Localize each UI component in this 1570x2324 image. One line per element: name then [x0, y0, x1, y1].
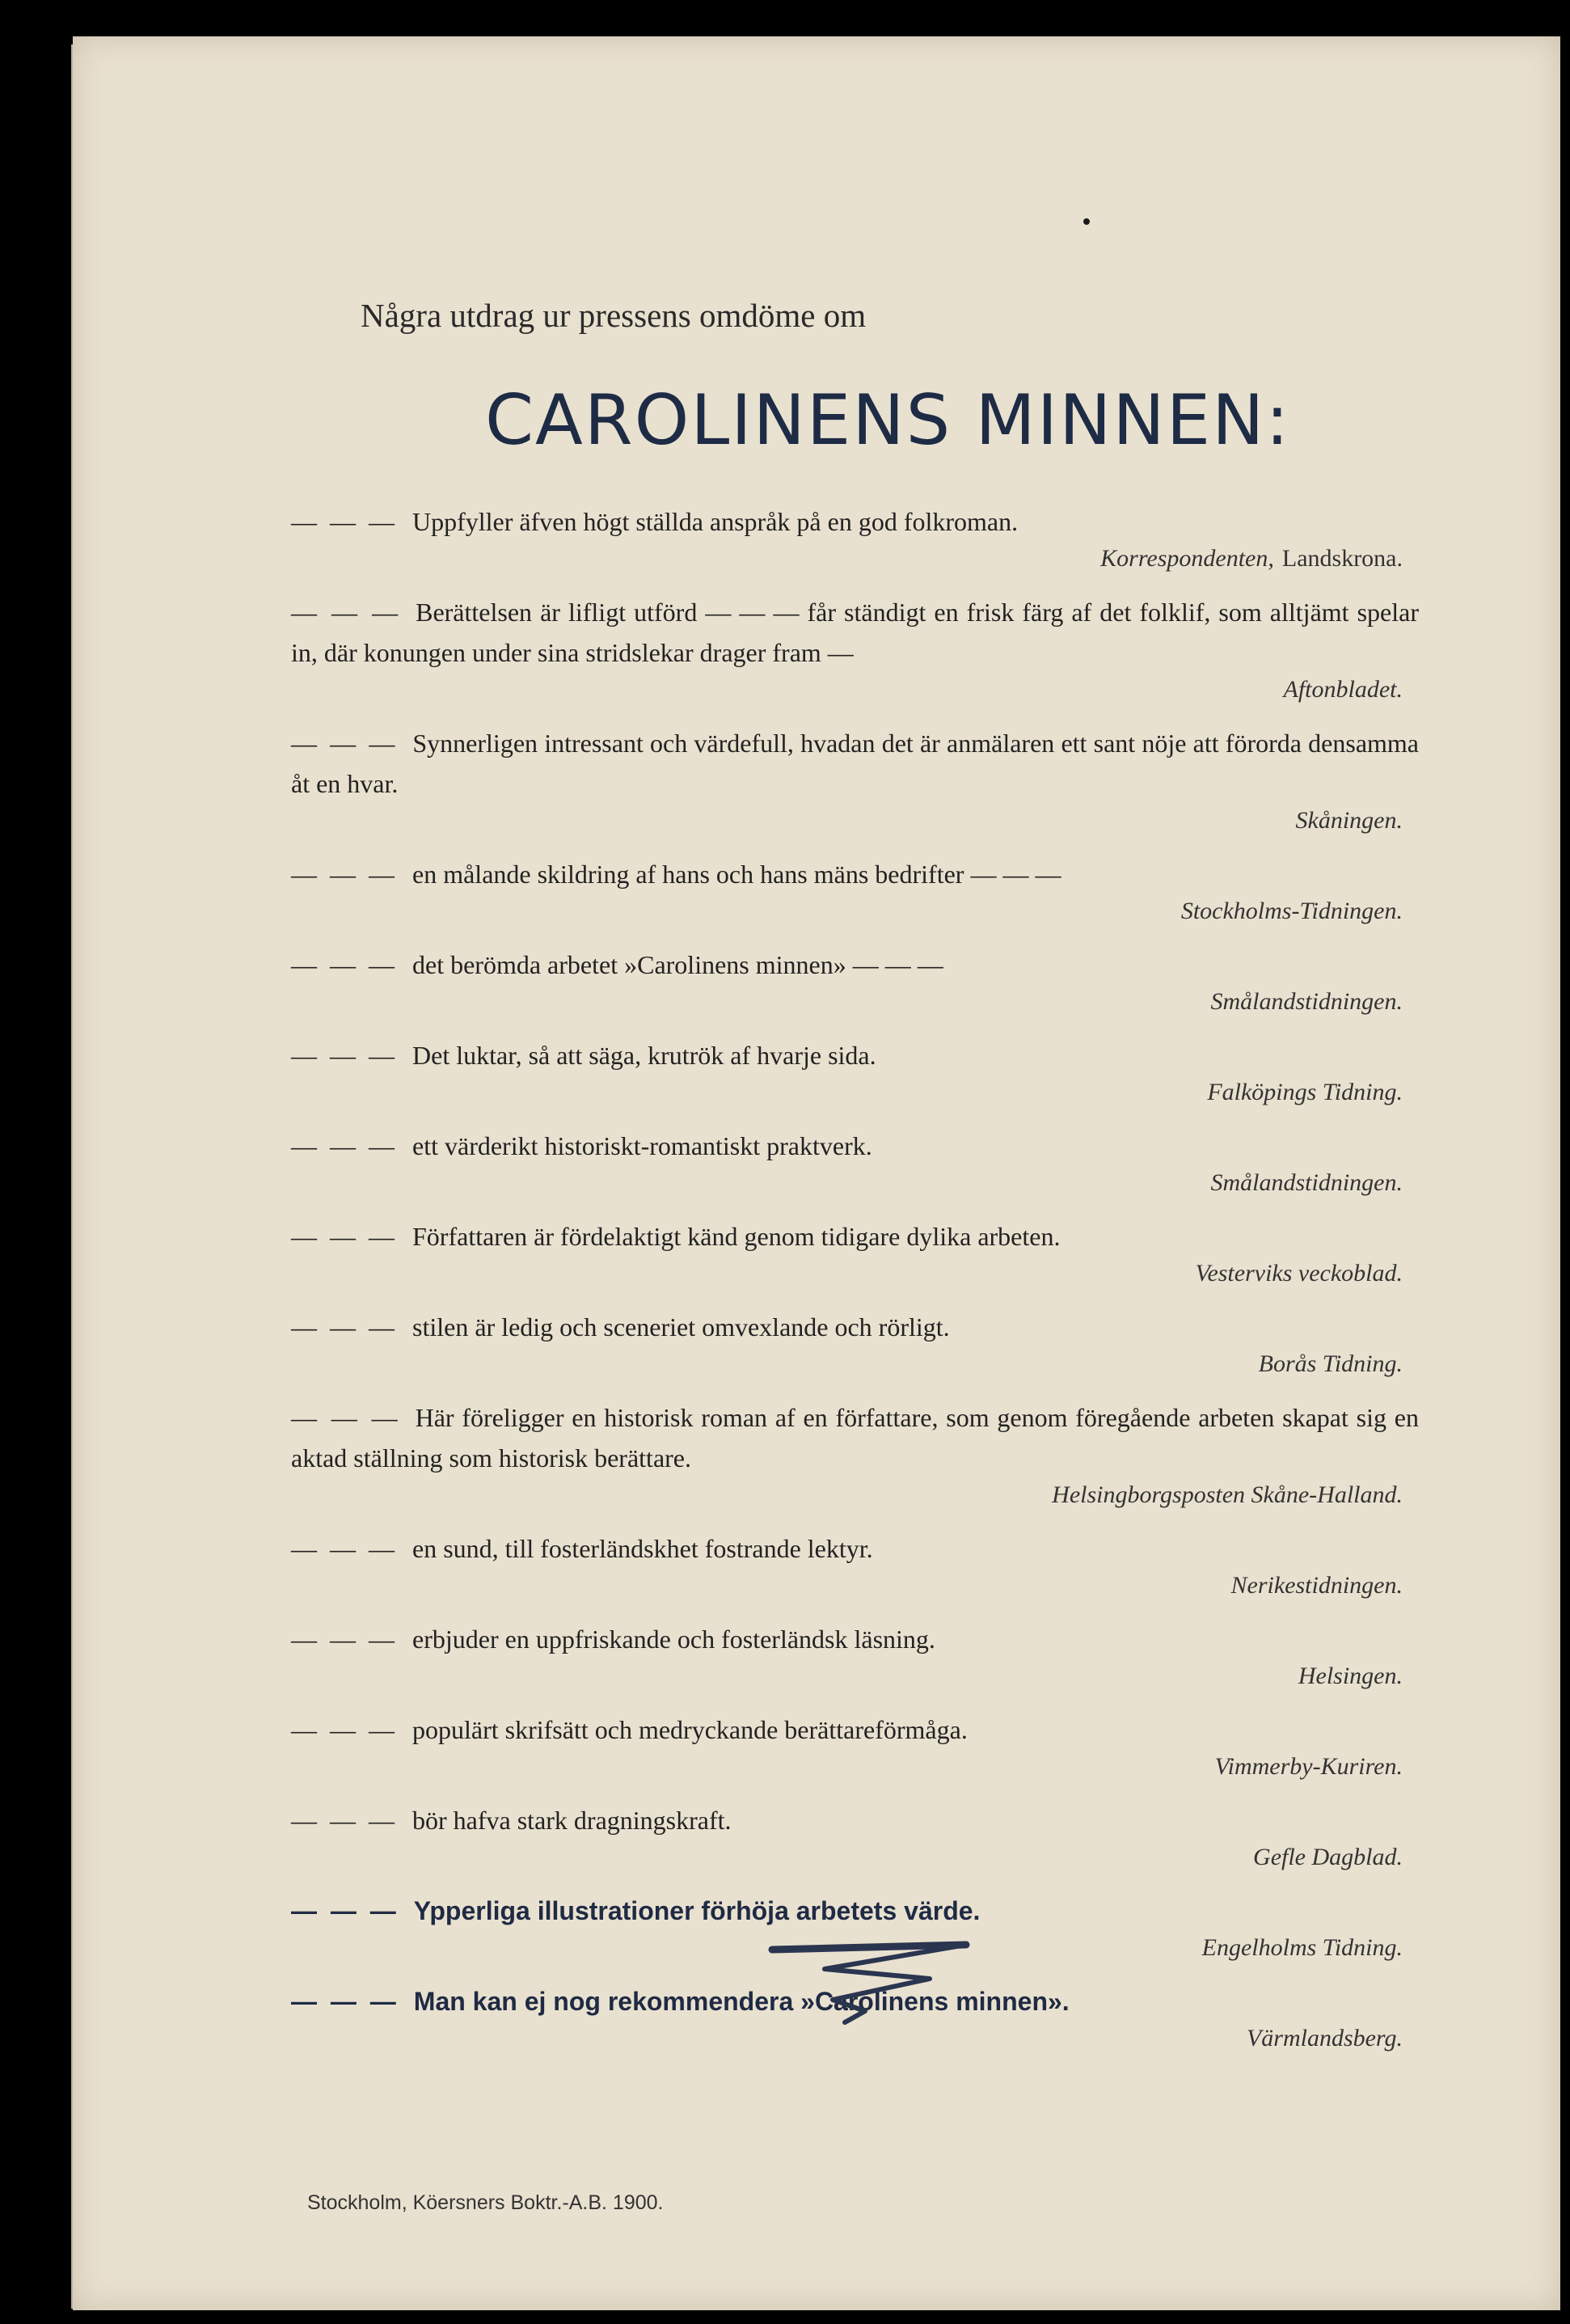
quote-body: Författaren är fördelaktigt känd genom tidigare dylika arbeten.	[412, 1222, 1061, 1251]
quote-body: Uppfyller äfven högt ställda anspråk på en god folkroman.	[412, 507, 1019, 536]
quote-body: Man kan ej nog rekommendera »Carolinens minnen».	[413, 1987, 1070, 2016]
quote-source	[291, 542, 1419, 576]
source-name: Borås Tidning.	[1258, 1350, 1403, 1377]
quote-dash: — — —	[291, 507, 398, 536]
quote-source	[291, 1750, 1419, 1784]
ink-speck	[1083, 218, 1090, 225]
source-name: Korrespondenten,	[1100, 545, 1274, 572]
source-name: Stockholms-Tidningen.	[1180, 898, 1403, 924]
quote-dash: — — —	[291, 729, 399, 758]
quote-body: Synnerligen intressant och värdefull, hvadan det är anmälaren ett sant nöje att förorda densamma åt en hvar.	[291, 729, 1420, 798]
quote-text	[291, 501, 1419, 542]
press-quote	[291, 1397, 1419, 1512]
quote-body: det berömda arbetet »Carolinens minnen» — — —	[412, 950, 943, 979]
source-name: Smålandstidningen.	[1210, 988, 1403, 1015]
press-quote	[291, 1528, 1419, 1603]
quote-body: ett värderikt historiskt-romantiskt praktverk.	[412, 1131, 872, 1160]
quote-source	[291, 1257, 1419, 1291]
source-name: Smålandstidningen.	[1210, 1169, 1403, 1196]
press-quote	[291, 1619, 1419, 1693]
quote-dash: — — —	[291, 1625, 398, 1654]
quote-dash: — — —	[291, 1987, 399, 2016]
source-name: Vimmerby-Kuriren.	[1214, 1753, 1403, 1780]
quote-source	[291, 1659, 1419, 1693]
quote-text	[291, 1307, 1419, 1347]
quote-source	[291, 985, 1419, 1019]
quote-source	[291, 1840, 1419, 1874]
quote-text	[291, 1216, 1419, 1257]
quote-body: erbjuder en uppfriskande och fosterländsk läsning.	[412, 1625, 935, 1654]
source-name: Gefle Dagblad.	[1253, 1844, 1403, 1870]
quote-source	[291, 1478, 1419, 1512]
quote-text	[291, 944, 1419, 985]
quote-text	[291, 1800, 1419, 1840]
printer-imprint: Stockholm, Köersners Boktr.-A.B. 1900.	[307, 2191, 664, 2214]
source-name: Nerikestidningen.	[1230, 1572, 1403, 1599]
quote-text	[291, 1397, 1419, 1478]
press-quote	[291, 501, 1419, 576]
quote-dash: — — —	[291, 1131, 398, 1160]
quote-text	[291, 854, 1419, 894]
source-name: Falköpings Tidning.	[1207, 1079, 1403, 1105]
press-quotes	[291, 501, 1419, 2072]
quote-dash: — — —	[291, 1403, 401, 1432]
quote-text	[291, 1126, 1419, 1166]
quote-text	[291, 1709, 1419, 1750]
source-name: Aftonbladet.	[1283, 676, 1403, 703]
press-quote	[291, 1800, 1419, 1874]
quote-body: en målande skildring af hans och hans mäns bedrifter — — —	[412, 860, 1061, 889]
quote-body: Det luktar, så att säga, krutrök af hvarje sida.	[412, 1041, 876, 1070]
quote-source	[291, 1075, 1419, 1109]
press-quote	[291, 944, 1419, 1019]
press-quote	[291, 1035, 1419, 1109]
quote-text	[291, 1528, 1419, 1569]
zigzag-lightning-ornament	[768, 1937, 970, 2026]
quote-dash: — — —	[291, 950, 398, 979]
quote-dash: — — —	[291, 1806, 398, 1835]
source-name: Skåningen.	[1295, 807, 1403, 834]
quote-body: Berättelsen är lifligt utförd — — — får ständigt en frisk färg af det folklif, som alltjämt spelar in, där konungen under sina stridslekar drager fram —	[291, 598, 1420, 667]
quote-dash: — — —	[291, 1312, 398, 1342]
press-quote	[291, 1126, 1419, 1200]
quote-dash: — — —	[291, 1534, 398, 1563]
press-quote	[291, 1709, 1419, 1784]
quote-source	[291, 1569, 1419, 1603]
quote-dash: — — —	[291, 1222, 398, 1251]
quote-source	[291, 894, 1419, 928]
quote-source	[291, 1347, 1419, 1381]
quote-body: en sund, till fosterländskhet fostrande lektyr.	[412, 1534, 873, 1563]
quote-body: bör hafva stark dragningskraft.	[412, 1806, 732, 1835]
quote-body: Ypperliga illustrationer förhöja arbetets värde.	[413, 1896, 981, 1925]
press-quote	[291, 854, 1419, 928]
book-title: CAROLINENS MINNEN:	[485, 380, 1291, 461]
quote-body: stilen är ledig och sceneriet omvexlande och rörligt.	[412, 1312, 950, 1342]
source-place: Landskrona.	[1281, 545, 1403, 572]
quote-text	[291, 1619, 1419, 1659]
quote-source	[291, 673, 1419, 707]
quote-body: Här föreligger en historisk roman af en författare, som genom föregående arbeten skapat sig en aktad ställning som historisk berättare.	[291, 1403, 1420, 1473]
quote-text	[291, 1891, 1419, 1931]
quote-dash: — — —	[291, 1715, 398, 1744]
quote-source	[291, 1166, 1419, 1200]
source-name: Engelholms Tidning.	[1201, 1934, 1403, 1961]
quote-dash: — — —	[291, 1896, 399, 1925]
source-name: Värmlandsberg.	[1246, 2025, 1403, 2051]
press-quote	[291, 1307, 1419, 1381]
intro-line: Några utdrag ur pressens omdöme om	[361, 297, 867, 334]
quote-body: populärt skrifsätt och medryckande berättareförmåga.	[412, 1715, 968, 1744]
quote-dash: — — —	[291, 1041, 398, 1070]
press-quote	[291, 723, 1419, 838]
press-quote	[291, 1216, 1419, 1291]
quote-source	[291, 804, 1419, 838]
quote-dash: — — —	[291, 598, 402, 627]
quote-source	[291, 2022, 1419, 2056]
quote-dash: — — —	[291, 860, 398, 889]
source-name: Vesterviks veckoblad.	[1195, 1260, 1403, 1287]
source-name: Helsingen.	[1298, 1663, 1403, 1689]
quote-text	[291, 723, 1419, 804]
quote-text	[291, 1035, 1419, 1075]
source-name: Helsingborgsposten Skåne-Halland.	[1052, 1481, 1403, 1508]
press-quote	[291, 592, 1419, 707]
quote-text	[291, 592, 1419, 673]
